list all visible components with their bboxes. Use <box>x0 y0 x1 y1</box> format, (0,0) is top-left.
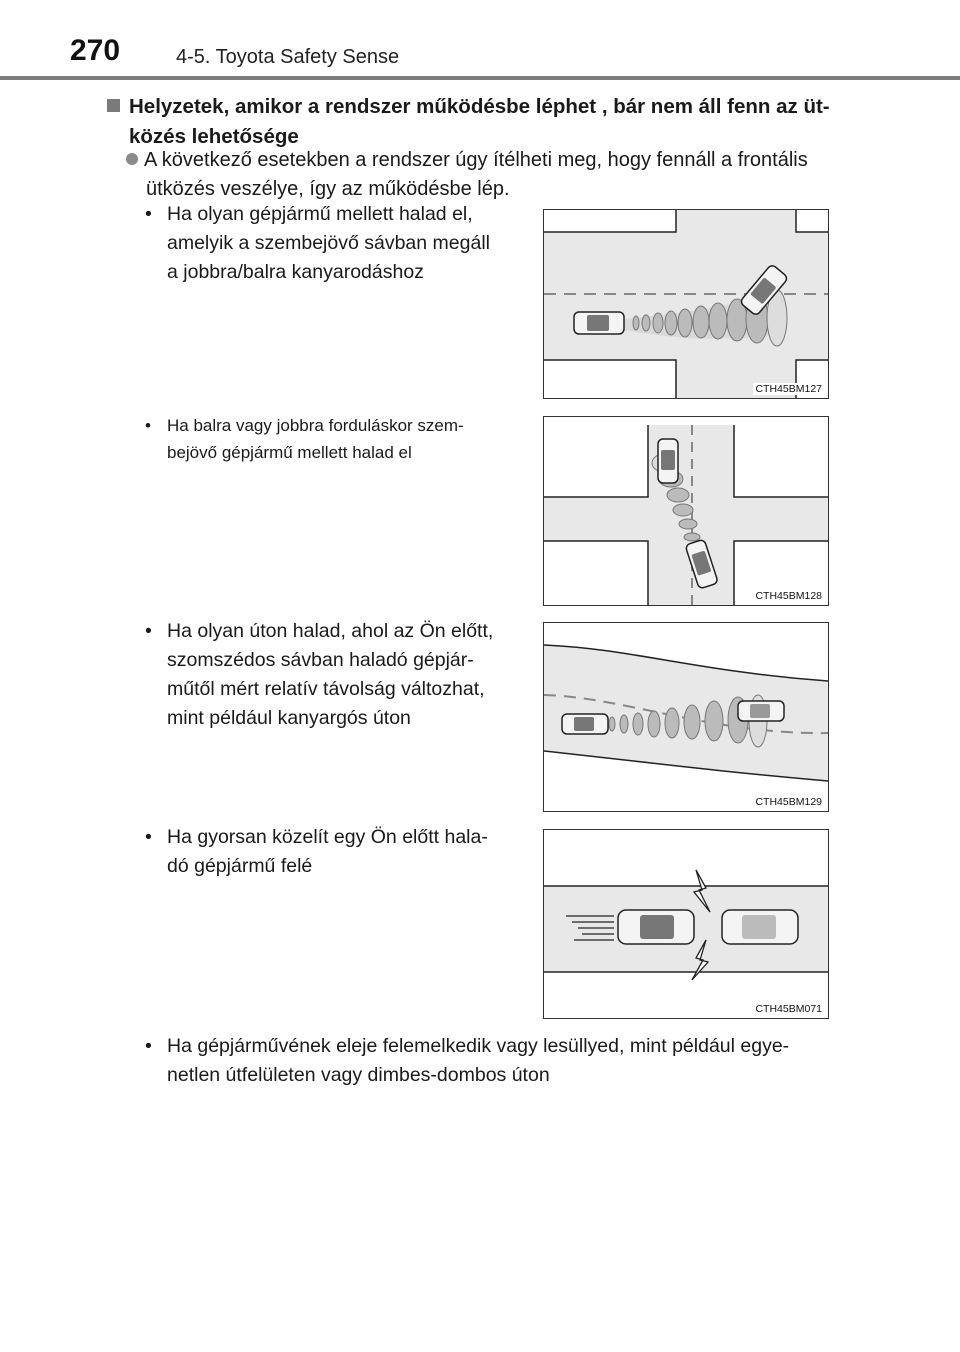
list-bullet: • <box>145 1035 152 1057</box>
square-bullet-icon <box>107 99 120 112</box>
figure-curved-road <box>543 622 829 812</box>
list-bullet: • <box>145 203 152 225</box>
list-item-line: Ha gyorsan közelít egy Ön előtt hala- <box>167 826 488 848</box>
list-item <box>145 617 519 733</box>
list-item-line: Ha olyan gépjármű mellett halad el, <box>167 203 473 225</box>
page-number: 270 <box>70 34 121 67</box>
heading-line-1: Helyzetek, amikor a rendszer működésbe léphet , bár nem áll fenn az üt- <box>129 95 830 118</box>
list-item-line: dó gépjármű felé <box>167 855 313 877</box>
list-item <box>145 823 519 881</box>
figure-intersection-stopped-car <box>543 209 829 399</box>
adjacent-car-icon <box>738 701 784 721</box>
figure-code: CTH45BM129 <box>755 796 822 808</box>
list-item-line: Ha balra vagy jobbra forduláskor szem- <box>167 416 464 435</box>
list-bullet: • <box>145 826 152 848</box>
list-item-line: netlen útfelületen vagy dimbes-dombos úton <box>167 1064 550 1086</box>
heading-line-2: közés lehetősége <box>129 125 299 148</box>
intro-line-2: ütközés veszélye, így az működésbe lép. <box>146 178 510 200</box>
list-item-line: Ha gépjárművének eleje felemelkedik vagy lesüllyed, mint például egye- <box>167 1035 790 1057</box>
list-item-line: amelyik a szembejövő sávban megáll <box>167 232 490 254</box>
section-title: 4-5. Toyota Safety Sense <box>176 46 400 68</box>
vehicle-ahead-icon <box>722 910 798 944</box>
own-car-icon <box>574 312 624 334</box>
rapid-approach-collision-illustration <box>544 830 828 1018</box>
own-car-icon <box>618 910 694 944</box>
intersection-turning-car-illustration <box>544 417 828 605</box>
list-item <box>145 412 519 466</box>
oncoming-car-icon <box>658 439 678 483</box>
situations-heading <box>107 92 857 152</box>
list-item-line: bejövő gépjármű mellett halad el <box>167 443 412 462</box>
intersection-oncoming-stopped-car-illustration <box>544 210 828 398</box>
list-item <box>145 200 519 287</box>
list-item <box>145 1032 857 1090</box>
curved-road-adjacent-lane-illustration <box>544 623 828 811</box>
intro-paragraph <box>126 146 858 204</box>
list-item-line: szomszédos sávban haladó gépjár- <box>167 649 474 671</box>
figure-code: CTH45BM071 <box>755 1003 822 1015</box>
figure-intersection-turning <box>543 416 829 606</box>
list-item-line: mint például kanyargós úton <box>167 707 411 729</box>
header-rule <box>0 76 960 80</box>
figure-code: CTH45BM127 <box>755 383 822 395</box>
own-car-icon <box>562 714 608 734</box>
list-item-line: műtől mért relatív távolság változhat, <box>167 678 485 700</box>
page-header <box>0 0 960 80</box>
list-bullet: • <box>145 620 152 642</box>
list-bullet: • <box>145 416 151 435</box>
list-item-line: a jobbra/balra kanyarodáshoz <box>167 261 424 283</box>
list-item-line: Ha olyan úton halad, ahol az Ön előtt, <box>167 620 494 642</box>
figure-code: CTH45BM128 <box>755 590 822 602</box>
circle-bullet-icon <box>126 153 138 165</box>
figure-rapid-approach <box>543 829 829 1019</box>
intro-line-1: A következő esetekben a rendszer úgy ítélheti meg, hogy fennáll a frontális <box>144 149 808 171</box>
